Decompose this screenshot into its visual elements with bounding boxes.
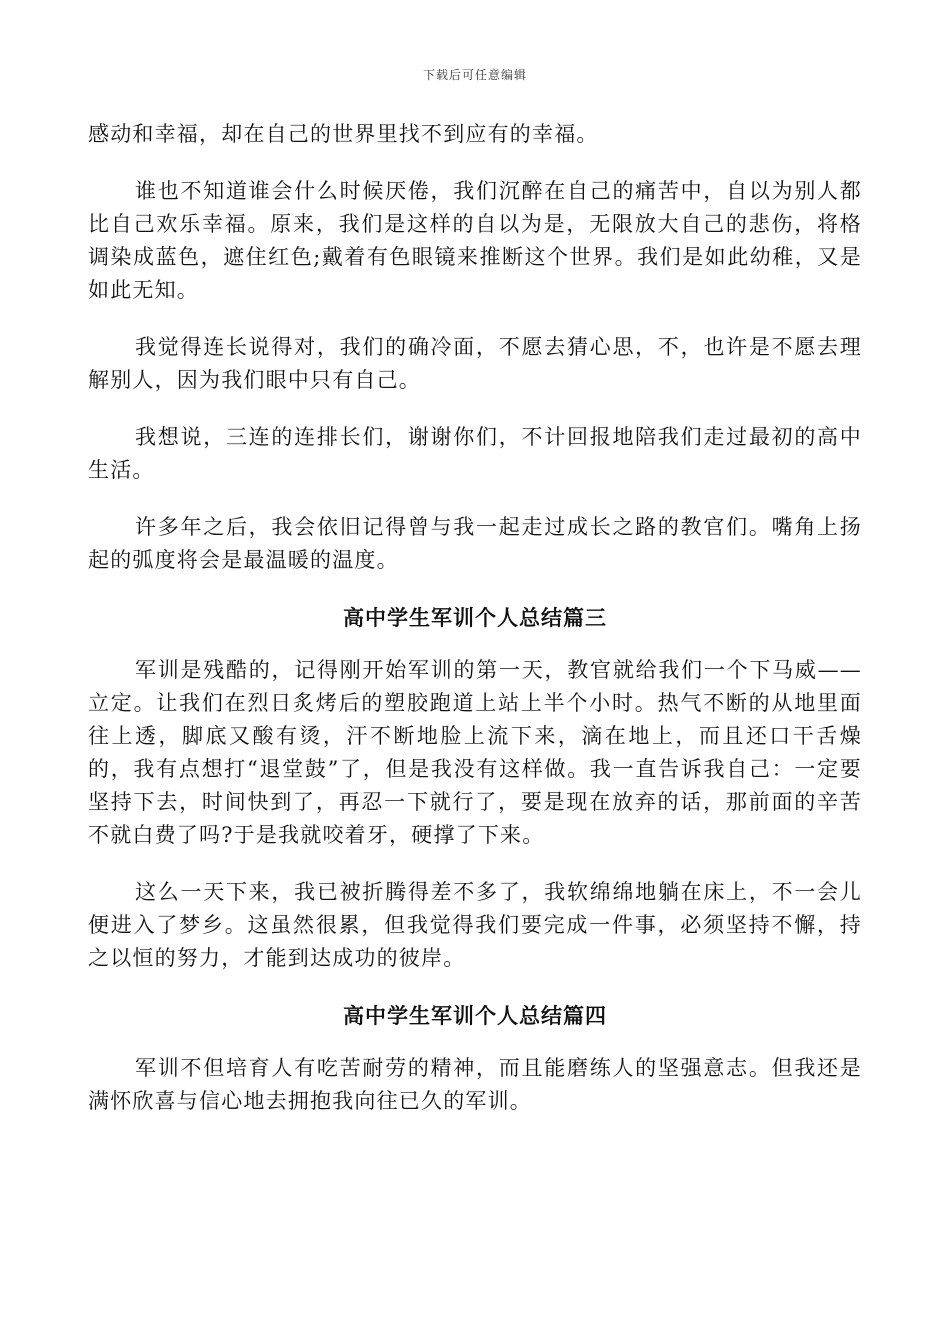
paragraph-2: 谁也不知道谁会什么时候厌倦，我们沉醉在自己的痛苦中，自以为别人都比自己欢乐幸福。原来，我们是这样的自以为是，无限放大自己的悲伤，将格调染成蓝色，遮住红色;戴着有色眼镜来推断这个世界。我们是如此幼稚，又是如此无知。 bbox=[88, 179, 862, 302]
section-heading-4: 高中学生军训个人总结篇四 bbox=[343, 1003, 607, 1028]
section-heading-3: 高中学生军训个人总结篇三 bbox=[343, 605, 607, 630]
page-header: 下载后可任意编辑 bbox=[422, 68, 527, 82]
paragraph-3: 我觉得连长说得对，我们的确冷面，不愿去猜心思，不，也许是不愿去理解别人，因为我们眼中只有自己。 bbox=[88, 335, 862, 392]
paragraph-7: 这么一天下来，我已被折腾得差不多了，我软绵绵地躺在床上，不一会儿便进入了梦乡。这虽然很累，但我觉得我们要完成一件事，必须坚持不懈，持之以恒的努力，才能到达成功的彼岸。 bbox=[88, 880, 862, 970]
paragraph-4: 我想说，三连的连排长们，谢谢你们，不计回报地陪我们走过最初的高中生活。 bbox=[88, 425, 862, 482]
paragraph-5: 许多年之后，我会依旧记得曾与我一起走过成长之路的教官们。嘴角上扬起的弧度将会是最温暖的温度。 bbox=[88, 515, 862, 572]
paragraph-8: 军训不但培育人有吃苦耐劳的精神，而且能磨练人的坚强意志。但我还是满怀欣喜与信心地去拥抱我向往已久的军训。 bbox=[88, 1056, 862, 1113]
paragraph-1: 感动和幸福，却在自己的世界里找不到应有的幸福。 bbox=[88, 122, 599, 146]
paragraph-6: 军训是残酷的，记得刚开始军训的第一天，教官就给我们一个下马威——立定。让我们在烈日炙烤后的塑胶跑道上站上半个小时。热气不断的从地里面往上透，脚底又酸有烫，汗不断地脸上流下来，滴在地上，而且还口干舌燥的，我有点想打“退堂鼓”了，但是我没有这样做。我一直告诉我自己：一定要坚持下去，时间快到了，再忍一下就行了，要是现在放弃的话，那前面的辛苦不就白费了吗?于是我就咬着牙，硬撑了下来。 bbox=[88, 658, 862, 847]
document-body bbox=[88, 118, 862, 1142]
